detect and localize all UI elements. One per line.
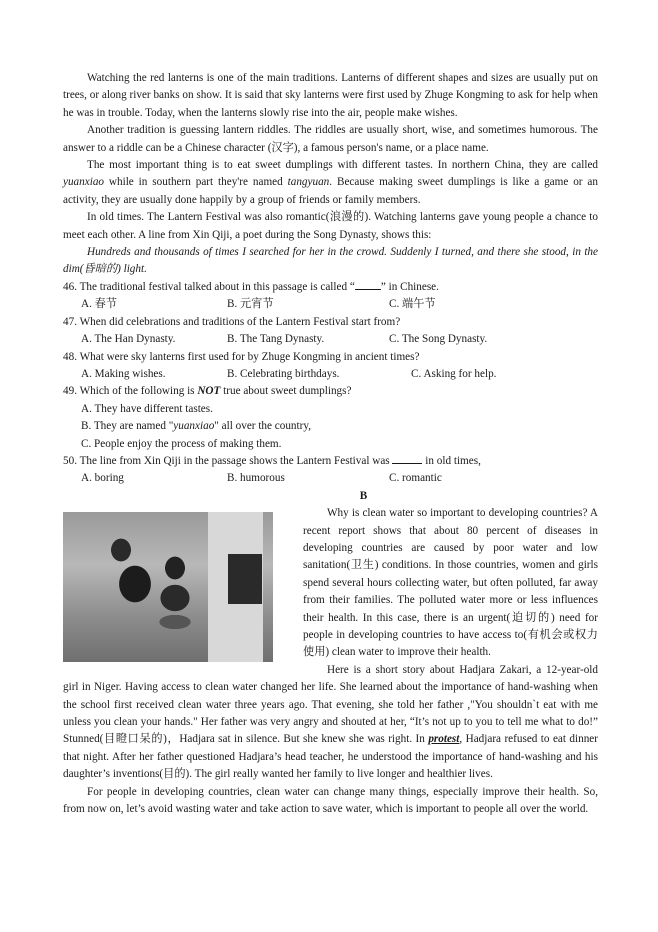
passage-b-paragraph-3: For people in developing countries, clean water can change many things, especially improve their health. So, from now on, let’s avoid wasting water and take action to save water, which is important to people all over the world.: [63, 785, 598, 816]
question-49-stem: [63, 383, 598, 400]
stem-text: 46. The traditional festival talked about in this passage is called “: [63, 280, 355, 293]
passage-a-paragraph-3: [63, 157, 598, 209]
question-49: [63, 383, 598, 453]
option-a[interactable]: A. Making wishes.: [81, 367, 166, 380]
question-46-stem: [63, 279, 598, 296]
answer-blank: [392, 453, 422, 464]
section-b-heading: B: [359, 489, 368, 502]
passage-b: [63, 505, 598, 818]
word-protest: protest: [428, 733, 460, 746]
children-water-photo: [63, 512, 273, 662]
option-c[interactable]: C. People enjoy the process of making them.: [81, 437, 282, 450]
p3-text-mid: while in southern part they're named: [104, 176, 288, 189]
question-46: [63, 279, 598, 314]
option-c[interactable]: C. Asking for help.: [411, 367, 497, 380]
stem-text: 50. The line from Xin Qiji in the passage shows the Lantern Festival was: [63, 454, 393, 467]
question-48: [63, 349, 598, 384]
p3-text-before: The most important thing is to eat sweet dumplings with different tastes. In northern China, they are called: [87, 159, 598, 172]
question-47: [63, 314, 598, 349]
stem-text: true about sweet dumplings?: [220, 385, 352, 398]
option-c[interactable]: C. 端午节: [389, 298, 436, 311]
poem-quote: Hundreds and thousands of times I searched for her in the crowd. Suddenly I turned, and there she stood, in the dim(昏暗的) light.: [63, 246, 598, 276]
option-b-text: " all over the country,: [214, 420, 312, 433]
question-50-stem: [63, 453, 598, 470]
stem-emphasis: NOT: [197, 385, 221, 398]
option-b[interactable]: [63, 418, 598, 435]
option-c[interactable]: C. The Song Dynasty.: [389, 333, 488, 346]
term-tangyuan: tangyuan: [287, 176, 330, 189]
question-46-options: [63, 296, 598, 313]
option-a[interactable]: A. They have different tastes.: [81, 402, 213, 415]
term-yuanxiao: yuanxiao: [63, 176, 105, 189]
passage-b-paragraph-2: [63, 662, 598, 784]
option-b[interactable]: B. The Tang Dynasty.: [227, 333, 325, 346]
option-c[interactable]: C. romantic: [389, 472, 442, 485]
option-a[interactable]: A. boring: [81, 472, 124, 485]
option-a[interactable]: A. The Han Dynasty.: [81, 333, 176, 346]
question-48-options: [63, 366, 598, 383]
option-b[interactable]: B. humorous: [227, 472, 285, 485]
option-b[interactable]: B. 元宵节: [227, 298, 274, 311]
question-50: [63, 453, 598, 488]
passage-b-paragraph-1: Why is clean water so important to developing countries? A recent report shows that about 80 percent of diseases in developing countries are caused by poor water and low sanitation(卫生) conditions. In those countries, women and girls spend several hours collecting water, but often polluted, far away from their families. The polluted water more or less influences their health. In this case, there is an urgent(迫切的) need for people in developing countries to have access to(有机会或权力使用) clean water to improve their health.: [303, 507, 598, 659]
question-50-options: [63, 470, 598, 487]
stem-text: 49. Which of the following is: [63, 385, 198, 398]
passage-a-paragraph-2: Another tradition is guessing lantern riddles. The riddles are usually short, wise, and sometimes humorous. The answer to a riddle can be a Chinese character (汉字), a famous person's name, or a place name.: [63, 124, 598, 154]
option-a[interactable]: A. 春节: [81, 298, 118, 311]
p3-text-after: . Because making sweet dumplings is like a game or an activity, they are usually done happily by a group of friends or family members.: [63, 176, 598, 206]
p2-text-after: , Hadjara refused to eat dinner that night. After her father questioned Hadjara’s head teacher, he understood the importance of hand-washing and his daughter’s inventions(目的). The girl really wanted her family to live longer and healthier lives.: [63, 733, 598, 781]
question-47-options: [63, 331, 598, 348]
stem-text: ” in Chinese.: [380, 280, 439, 293]
exam-page: [63, 70, 598, 818]
question-47-stem: 47. When did celebrations and traditions of the Lantern Festival start from?: [63, 315, 401, 328]
option-b-term: yuanxiao: [173, 420, 215, 433]
passage-a-paragraph-1: Watching the red lanterns is one of the main traditions. Lanterns of different shapes and sizes are usually put on trees, or along river banks on show. It is said that sky lanterns were first used by Zhuge Kongming to ask for help when he was in trouble. Today, when the lanterns slowly rise into the air, people make wishes.: [63, 72, 598, 119]
question-48-stem: 48. What were sky lanterns first used for by Zhuge Kongming in ancient times?: [63, 350, 420, 363]
stem-text: in old times,: [422, 454, 481, 467]
passage-a-paragraph-4: In old times. The Lantern Festival was also romantic(浪漫的). Watching lanterns gave young people a chance to meet each other. A line from Xin Qiji, a poet during the Song Dynasty, shows this:: [63, 211, 598, 241]
option-b[interactable]: B. Celebrating birthdays.: [227, 367, 340, 380]
option-b-text: B. They are named ": [81, 420, 174, 433]
p2-text-before: Here is a short story about Hadjara Zakari, a 12-year-old girl in Niger. Having access to clean water changed her life. She learned about the importance of hand-washing when the school first received clean water three years ago. That evening, she told her father ,"You shouldn`t eat with me unless you clean your hands." Her father was very angry and shouted at her, “It’s not up to you to tell me what to do!” Stunned(目瞪口呆的)，Hadjara sat in silence. But she knew she was right. In: [63, 663, 598, 746]
answer-blank: [355, 279, 381, 290]
